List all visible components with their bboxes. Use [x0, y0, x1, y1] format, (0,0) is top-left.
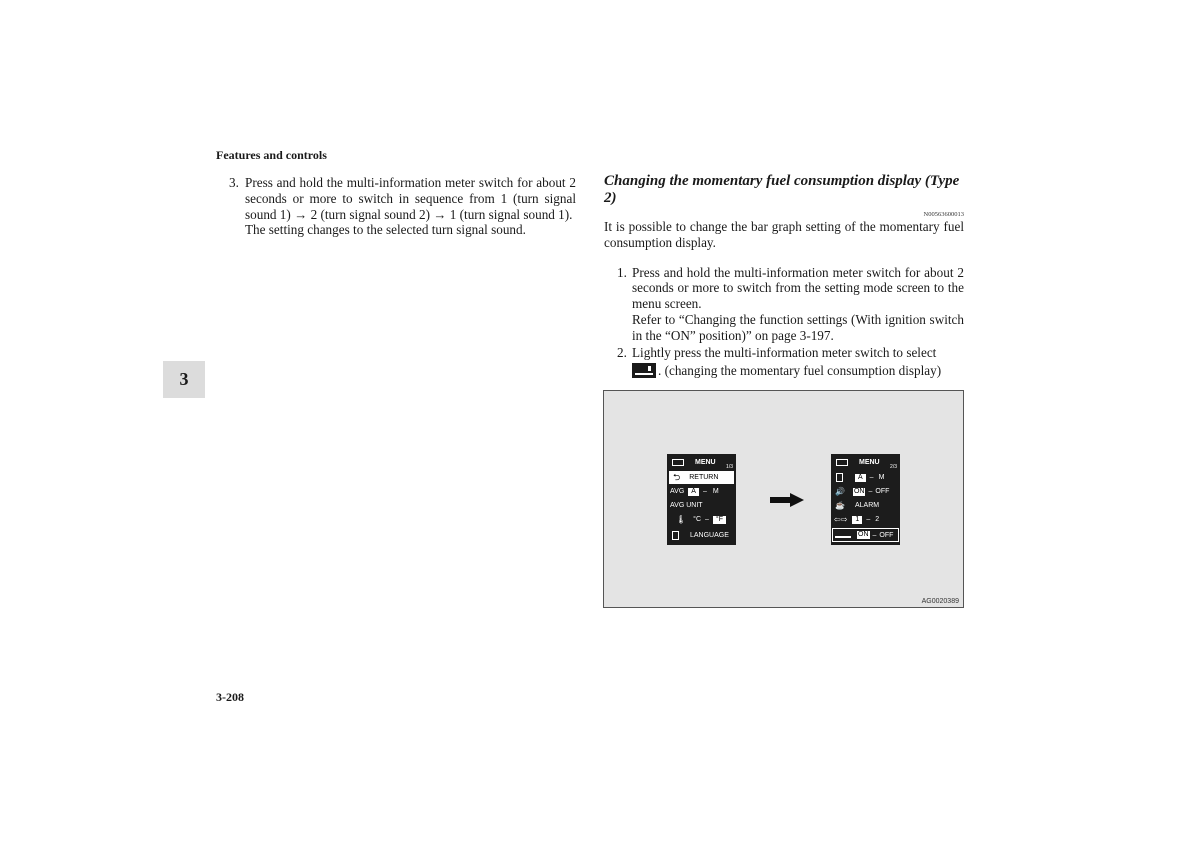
- option-2: 2: [875, 516, 880, 523]
- document-code: N00563600013: [923, 211, 964, 218]
- option-a: A: [855, 474, 866, 482]
- step-text: Lightly press the multi-information meter switch to select: [632, 344, 937, 360]
- option-off: OFF: [879, 531, 894, 539]
- step-3: [229, 175, 576, 238]
- step-note: The setting changes to the selected turn signal sound.: [245, 222, 526, 238]
- toolbox-icon: [672, 459, 684, 466]
- document-icon: [672, 531, 679, 540]
- fuel-document-icon: [836, 473, 843, 482]
- speaker-icon: 🔊: [835, 487, 845, 496]
- menu-title: MENU: [859, 459, 880, 466]
- avg-label: AVG: [670, 488, 685, 495]
- step-note: Refer to “Changing the function settings (With ignition switch in the “ON” position)” on page 3-197.: [632, 311, 964, 343]
- step-2: [604, 345, 964, 380]
- avg-option-a: A: [688, 488, 699, 496]
- temp-fahrenheit: °F: [713, 516, 726, 524]
- separator: –: [872, 531, 877, 539]
- illustration: [603, 390, 964, 608]
- right-column: [604, 173, 964, 379]
- avg-unit-item: AVG UNIT: [670, 502, 703, 509]
- menu-screen-2: [831, 454, 900, 545]
- separator: –: [868, 488, 873, 495]
- menu-screen-1: [667, 454, 736, 545]
- separator: –: [869, 474, 874, 481]
- fuel-consumption-bar-icon: [632, 363, 656, 378]
- page-number: 3-208: [216, 690, 244, 704]
- menu-title: MENU: [695, 459, 716, 466]
- option-m: M: [878, 474, 885, 481]
- step-number: 3.: [229, 175, 239, 190]
- separator: –: [702, 488, 707, 495]
- coffee-cup-icon: ☕: [835, 501, 845, 510]
- section-header: Features and controls: [216, 148, 327, 162]
- option-1: 1: [852, 516, 862, 524]
- language-item: LANGUAGE: [690, 532, 729, 539]
- step-text-after-icon: . (changing the momentary fuel consumption display): [658, 363, 942, 379]
- option-off: OFF: [875, 488, 890, 495]
- chapter-tab: 3: [163, 361, 205, 398]
- figure-code: AG0020389: [921, 598, 959, 605]
- menu-page: 1/3: [726, 464, 733, 470]
- separator: –: [705, 516, 709, 523]
- temp-celsius: °C: [693, 516, 702, 523]
- fuel-bar-icon: [835, 536, 851, 538]
- turn-signal-icon: ⇦⇨: [834, 515, 848, 524]
- toolbox-icon: [836, 459, 848, 466]
- avg-option-m: M: [712, 488, 719, 495]
- step-number: 2.: [617, 344, 627, 360]
- left-column: [229, 175, 576, 238]
- return-arrow-icon: ⮌: [673, 471, 681, 482]
- option-on: ON: [858, 531, 869, 538]
- right-arrow-icon: [770, 493, 804, 507]
- menu-page: 2/3: [890, 464, 897, 470]
- alarm-item: ALARM: [854, 502, 880, 509]
- return-item: RETURN: [689, 474, 719, 481]
- step-number: 1.: [617, 264, 627, 280]
- step-text: Press and hold the multi-information meter switch for about 2 seconds or more to switch from the setting mode screen to the menu screen.: [632, 264, 964, 312]
- thermometer-icon: 🌡: [676, 515, 687, 524]
- intro-text: It is possible to change the bar graph setting of the momentary fuel consumption display.: [604, 219, 964, 250]
- step-1: [604, 265, 964, 344]
- step-text: Press and hold the multi-information meter switch for about 2 seconds or more to switch in sequence from 1 (turn signal sound 1) → 2 (turn signal sound 2) → 1 (turn signal sound 1).: [245, 175, 576, 222]
- section-title: Changing the momentary fuel consumption display (Type 2): [604, 173, 960, 206]
- separator: –: [866, 516, 871, 523]
- option-on: ON: [853, 487, 865, 495]
